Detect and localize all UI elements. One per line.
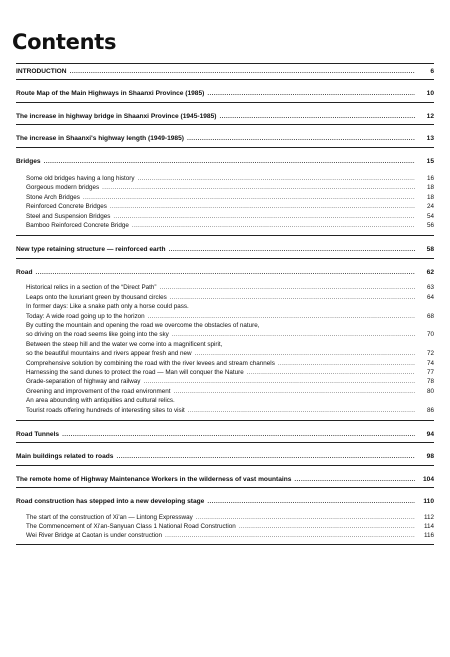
toc-page-number: 54 — [426, 212, 434, 220]
toc-entry-label: Steel and Suspension Bridges — [26, 212, 111, 220]
toc-page-number: 72 — [426, 350, 434, 358]
toc-entry-label: The increase in Shaanxi's highway length (1949-1985) — [16, 135, 184, 143]
dot-leader — [83, 193, 415, 202]
toc-page-number: 63 — [426, 284, 434, 292]
toc-section-entry[interactable] — [16, 89, 434, 98]
dot-leader — [62, 430, 415, 439]
dot-leader — [35, 268, 415, 277]
dot-leader — [207, 89, 415, 98]
dot-leader — [195, 349, 415, 358]
toc-section-entry[interactable] — [16, 112, 434, 121]
toc-entry-label: Harnessing the sand dunes to protect the road — Man will conquer the Nature — [26, 368, 244, 376]
toc-subentries — [16, 174, 434, 230]
toc-subentry[interactable] — [26, 406, 434, 415]
toc-subentries — [16, 283, 434, 415]
toc-subentry[interactable] — [26, 396, 434, 405]
toc-section-entry[interactable] — [16, 475, 434, 484]
toc-subentry[interactable] — [26, 330, 434, 339]
toc-page-number: 24 — [426, 203, 434, 211]
toc-page-number: 18 — [426, 193, 434, 201]
toc-page-number: 56 — [426, 222, 434, 230]
toc-entry-label: Wei River Bridge at Caotan is under construction — [26, 532, 163, 540]
toc-section — [16, 259, 434, 420]
dot-leader — [278, 359, 415, 368]
toc-section-entry[interactable] — [16, 430, 434, 439]
toc-section — [16, 488, 434, 544]
dot-leader — [170, 293, 415, 302]
toc-subentry[interactable] — [26, 193, 434, 202]
toc-entry-label: Leaps onto the luxuriant green by thousand circles — [26, 293, 167, 301]
toc-entry-label: Reinforced Concrete Bridges — [26, 203, 107, 211]
toc-page-number: 70 — [426, 331, 434, 339]
toc-section-entry[interactable] — [16, 245, 434, 254]
toc-subentries — [16, 513, 434, 541]
toc-entry-label: so driving on the road seems like going into the sky — [26, 331, 169, 339]
toc-section — [16, 236, 434, 257]
toc-subentry[interactable] — [26, 174, 434, 183]
toc-page-number: 80 — [426, 387, 434, 395]
toc-page-number: 110 — [423, 498, 434, 506]
toc-subentry[interactable] — [26, 387, 434, 396]
toc-subentry[interactable] — [26, 349, 434, 358]
toc-entry-label: Between the steep hill and the water we come into a magnificent spirit, — [26, 340, 223, 348]
toc-entry-label: New type retaining structure — reinforced earth — [16, 246, 166, 254]
toc-entry-label: Road Tunnels — [16, 430, 60, 438]
toc-section-entry[interactable] — [16, 452, 434, 461]
toc-entry-label: Bridges — [16, 157, 41, 165]
toc-entry-label: Comprehensive solution by combining the road with the river levees and stream channels — [26, 359, 275, 367]
toc-subentry[interactable] — [26, 212, 434, 221]
toc-subentry[interactable] — [26, 202, 434, 211]
toc-page-number: 10 — [426, 90, 434, 98]
dot-leader — [110, 202, 415, 211]
section-divider — [16, 544, 434, 545]
toc-page-number: 64 — [426, 293, 434, 301]
toc-subentry[interactable] — [26, 377, 434, 386]
toc-entry-label: An area abounding with antiquities and cultural relics. — [26, 397, 175, 405]
dot-leader — [239, 522, 415, 531]
toc-page-number: 116 — [423, 532, 434, 540]
toc-entry-label: Main buildings related to roads — [16, 453, 114, 461]
toc-entry-label: Road — [16, 268, 33, 276]
toc-entry-label: Tourist roads offering hundreds of interesting sites to visit — [26, 406, 185, 414]
toc-section — [16, 148, 434, 236]
toc-page-number: 58 — [426, 246, 434, 254]
dot-leader — [44, 157, 415, 166]
table-of-contents — [16, 63, 434, 545]
dot-leader — [102, 183, 415, 192]
toc-section-entry[interactable] — [16, 134, 434, 143]
dot-leader — [172, 330, 415, 339]
toc-entry-label: The remote home of Highway Maintenance Workers in the wilderness of vast mountains — [16, 475, 292, 483]
dot-leader — [70, 67, 415, 76]
toc-subentry[interactable] — [26, 302, 434, 311]
toc-page-number: 98 — [426, 453, 434, 461]
toc-page-number: 74 — [426, 359, 434, 367]
toc-section — [16, 125, 434, 146]
toc-subentry[interactable] — [26, 359, 434, 368]
dot-leader — [187, 134, 415, 143]
toc-page-number: 6 — [430, 68, 434, 75]
dot-leader — [219, 112, 415, 121]
toc-subentry[interactable] — [26, 283, 434, 292]
toc-subentry[interactable] — [26, 221, 434, 230]
dot-leader — [165, 531, 415, 540]
toc-entry-label: INTRODUCTION — [16, 68, 67, 75]
toc-entry-label: Gorgeous modern bridges — [26, 184, 100, 192]
dot-leader — [113, 212, 415, 221]
toc-page-number: 114 — [423, 523, 434, 530]
toc-entry-label: Stone Arch Bridges — [26, 193, 80, 201]
dot-leader — [207, 497, 415, 506]
toc-subentry[interactable] — [26, 312, 434, 321]
toc-entry-label: Historical relics in a section of the “Direct Path” — [26, 284, 157, 292]
toc-entry-label: Some old bridges having a long history — [26, 175, 135, 183]
toc-subentry[interactable] — [26, 183, 434, 192]
dot-leader — [116, 452, 415, 461]
toc-entry-label: so the beautiful mountains and rivers appear fresh and new — [26, 350, 192, 358]
toc-subentry[interactable] — [26, 368, 434, 377]
toc-entry-label: Grade-separation of highway and railway — [26, 378, 141, 386]
toc-entry-label: Bamboo Reinforced Concrete Bridge — [26, 222, 129, 230]
toc-page-number: 94 — [426, 430, 434, 438]
dot-leader — [138, 174, 415, 183]
dot-leader — [132, 221, 415, 230]
toc-subentry[interactable] — [26, 321, 434, 330]
toc-entry-label: In former days: Like a snake path only a horse could pass. — [26, 303, 189, 311]
toc-section-entry[interactable] — [16, 157, 434, 166]
toc-page-number: 18 — [426, 184, 434, 192]
toc-entry-label: By cutting the mountain and opening the road we overcome the obstacles of nature, — [26, 321, 260, 329]
dot-leader — [196, 513, 415, 522]
toc-entry-label: The Commencement of Xi'an-Sanyuan Class 1 National Road Construction — [26, 523, 236, 530]
toc-page-number: 62 — [426, 268, 434, 276]
dot-leader — [148, 312, 415, 321]
toc-section — [16, 421, 434, 442]
dot-leader — [188, 406, 415, 415]
toc-entry-label: The increase in highway bridge in Shaanxi Province (1945-1985) — [16, 112, 217, 120]
dot-leader — [169, 245, 416, 254]
toc-subentry[interactable] — [26, 340, 434, 349]
toc-page-number: 86 — [426, 406, 434, 414]
toc-page-number: 112 — [423, 513, 434, 521]
toc-section-entry[interactable] — [16, 497, 434, 506]
toc-entry-label: Today: A wide road going up to the horizon — [26, 312, 145, 320]
toc-subentry[interactable] — [26, 531, 434, 540]
toc-section — [16, 443, 434, 464]
toc-section-entry[interactable] — [16, 268, 434, 277]
toc-page-number: 78 — [426, 378, 434, 386]
dot-leader — [143, 377, 415, 386]
toc-section — [16, 64, 434, 79]
toc-section — [16, 80, 434, 101]
dot-leader — [160, 283, 415, 292]
toc-entry-label: The start of the construction of Xi'an — Lintong Expressway — [26, 513, 193, 521]
dot-leader — [247, 368, 415, 377]
toc-entry-label: Road construction has stepped into a new developing stage — [16, 498, 205, 506]
toc-subentry[interactable] — [26, 513, 434, 522]
toc-subentry[interactable] — [26, 293, 434, 302]
toc-section — [16, 466, 434, 487]
toc-section-entry[interactable] — [16, 67, 434, 76]
toc-page-number: 77 — [426, 368, 434, 376]
toc-page-number: 13 — [426, 135, 434, 143]
toc-entry-label: Route Map of the Main Highways in Shaanxi Province (1985) — [16, 90, 205, 98]
toc-page-number: 12 — [426, 112, 434, 120]
dot-leader — [294, 475, 415, 484]
toc-page-number: 104 — [422, 475, 434, 483]
toc-subentry[interactable] — [26, 522, 434, 531]
toc-page-number: 15 — [426, 157, 434, 165]
toc-section — [16, 103, 434, 124]
toc-page-number: 68 — [426, 312, 434, 320]
toc-entry-label: Greening and improvement of the road environment — [26, 387, 171, 395]
dot-leader — [174, 387, 415, 396]
page-title: Contents — [12, 30, 117, 54]
toc-page-number: 16 — [426, 175, 434, 183]
